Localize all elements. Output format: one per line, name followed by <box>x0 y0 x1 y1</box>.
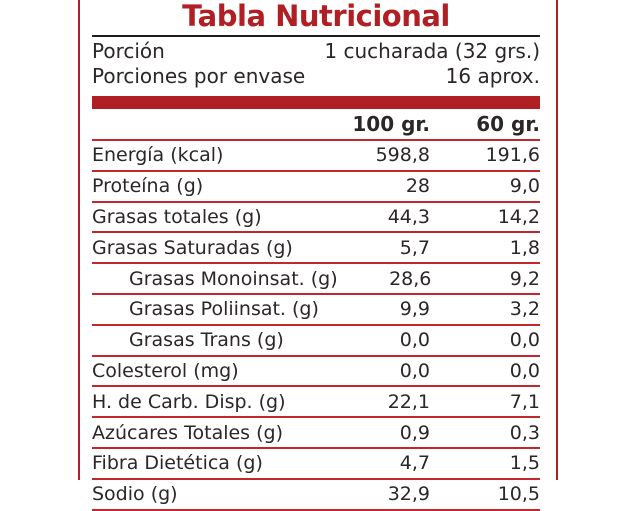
table-row <box>92 233 540 264</box>
table-row <box>92 295 540 326</box>
row-label: Grasas totales (g) <box>92 205 262 228</box>
table-row <box>92 172 540 203</box>
row-value-60g: 9,2 <box>509 267 540 290</box>
row-value-60g: 1,5 <box>509 452 540 475</box>
column-header-60g: 60 gr. <box>476 112 540 136</box>
table-row <box>92 141 540 172</box>
servings-per-container-label: Porciones por envase <box>92 64 306 88</box>
row-value-60g: 0,3 <box>509 421 540 444</box>
label-right-border <box>556 0 558 480</box>
row-value-100g: 0,0 <box>399 359 430 382</box>
row-label: Grasas Trans (g) <box>129 329 284 352</box>
table-row <box>92 264 540 295</box>
row-label: Colesterol (mg) <box>92 359 239 382</box>
table-row <box>92 480 540 511</box>
row-label: H. de Carb. Disp. (g) <box>92 390 286 413</box>
row-value-100g: 22,1 <box>387 390 430 413</box>
row-label: Proteína (g) <box>92 175 204 198</box>
row-value-60g: 1,8 <box>509 236 540 259</box>
row-label: Grasas Poliinsat. (g) <box>129 298 319 321</box>
row-value-100g: 5,7 <box>399 236 430 259</box>
section-divider-bar <box>92 96 540 109</box>
row-label: Azúcares Totales (g) <box>92 421 284 444</box>
nutrition-table <box>92 141 540 511</box>
table-row <box>92 387 540 418</box>
label-left-border <box>78 0 80 480</box>
row-label: Energía (kcal) <box>92 144 224 167</box>
row-value-60g: 9,0 <box>509 175 540 198</box>
row-value-60g: 0,0 <box>509 329 540 352</box>
row-label: Sodio (g) <box>92 483 178 506</box>
row-label: Grasas Saturadas (g) <box>92 236 293 259</box>
row-value-60g: 14,2 <box>497 205 540 228</box>
servings-per-container-value: 16 aprox. <box>445 64 540 88</box>
row-value-60g: 191,6 <box>485 144 540 167</box>
table-row <box>92 326 540 357</box>
title-divider <box>92 35 540 37</box>
row-value-100g: 4,7 <box>399 452 430 475</box>
row-value-100g: 0,9 <box>399 421 430 444</box>
table-row <box>92 449 540 480</box>
page-title: Tabla Nutricional <box>182 0 450 33</box>
table-row <box>92 203 540 234</box>
column-header-100g: 100 gr. <box>352 112 430 136</box>
row-value-100g: 28,6 <box>389 267 432 290</box>
row-value-100g: 44,3 <box>387 205 430 228</box>
row-value-60g: 7,1 <box>509 390 540 413</box>
column-header-row <box>92 109 540 141</box>
row-label: Fibra Dietética (g) <box>92 452 263 475</box>
row-value-100g: 9,9 <box>399 298 430 321</box>
table-row <box>92 418 540 449</box>
row-label: Grasas Monoinsat. (g) <box>129 267 338 290</box>
serving-size-row <box>92 40 540 62</box>
row-value-60g: 3,2 <box>509 298 540 321</box>
row-value-60g: 0,0 <box>509 359 540 382</box>
row-value-100g: 0,0 <box>399 329 430 352</box>
table-row <box>92 357 540 388</box>
row-value-60g: 10,5 <box>497 483 540 506</box>
row-value-100g: 28 <box>405 175 430 198</box>
label-content <box>92 0 540 511</box>
row-value-100g: 32,9 <box>387 483 430 506</box>
servings-per-container-row <box>92 65 540 87</box>
serving-size-label: Porción <box>92 39 165 63</box>
serving-size-value: 1 cucharada (32 grs.) <box>324 39 540 63</box>
row-value-100g: 598,8 <box>375 144 430 167</box>
